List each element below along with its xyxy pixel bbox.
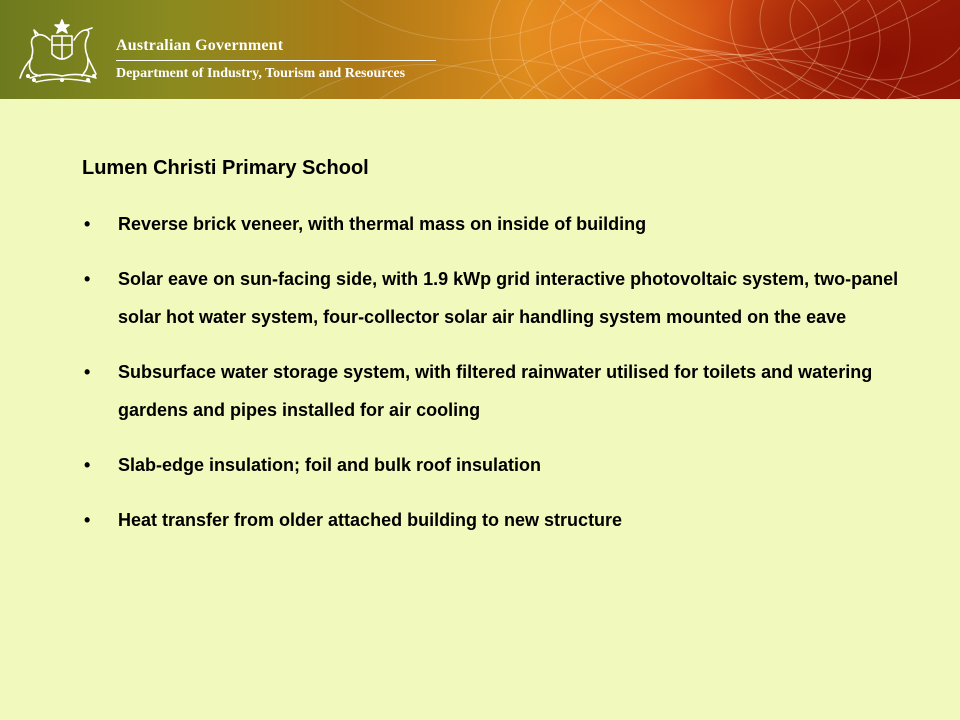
bullet-marker: • — [84, 362, 91, 382]
bullet-item — [82, 260, 902, 336]
bullet-item — [82, 446, 902, 484]
bullet-text: Slab-edge insulation; foil and bulk roof insulation — [118, 455, 541, 475]
bullet-marker: • — [84, 455, 91, 475]
header-divider — [116, 60, 436, 61]
coat-of-arms-icon — [16, 18, 108, 86]
bullet-item — [82, 501, 902, 539]
department-name: Department of Industry, Tourism and Resources — [116, 66, 406, 81]
bullet-marker: • — [84, 269, 91, 289]
bullet-item — [82, 353, 902, 429]
header-banner — [0, 0, 960, 99]
slide-title: Lumen Christi Primary School — [82, 157, 369, 179]
bullet-marker: • — [84, 214, 91, 234]
government-logo — [16, 18, 436, 88]
slide-content — [82, 157, 902, 556]
bullet-text: Solar eave on sun-facing side, with 1.9 kWp grid interactive photovoltaic system, two-panel solar hot water system, four-collector solar air handling system mounted on the eave — [118, 269, 899, 327]
bullet-list — [82, 205, 902, 539]
bullet-text: Reverse brick veneer, with thermal mass on inside of building — [118, 214, 647, 234]
bullet-marker: • — [84, 510, 91, 530]
bullet-text: Heat transfer from older attached building to new structure — [118, 510, 623, 530]
bullet-item — [82, 205, 902, 243]
bullet-text: Subsurface water storage system, with filtered rainwater utilised for toilets and watering gardens and pipes installed for air cooling — [118, 362, 873, 420]
government-name: Australian Government — [116, 37, 284, 54]
